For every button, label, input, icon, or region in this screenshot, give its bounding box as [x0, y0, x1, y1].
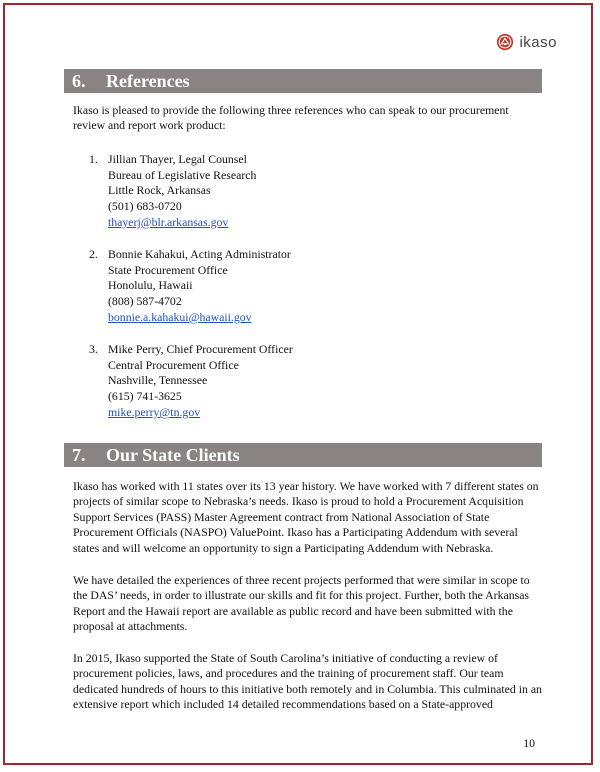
reference-number: 3. — [89, 342, 98, 356]
reference-item — [89, 152, 256, 231]
document-page — [3, 3, 593, 765]
reference-item — [89, 342, 293, 421]
ikaso-logo-icon — [496, 33, 514, 51]
brand-logo — [496, 33, 557, 51]
reference-item — [89, 247, 291, 326]
reference-location: Honolulu, Hawaii — [108, 278, 193, 293]
reference-email-link[interactable]: thayerj@blr.arkansas.gov — [108, 214, 229, 229]
reference-location: Nashville, Tennessee — [108, 373, 208, 388]
section-number: 6. — [72, 71, 86, 91]
reference-phone: (808) 587-4702 — [108, 294, 182, 309]
reference-name: Mike Perry, Chief Procurement Officer — [108, 342, 293, 356]
page-number: 10 — [523, 736, 535, 750]
paragraph: We have detailed the experiences of three recent projects performed that were similar in scope to the DAS’ needs, in order to illustrate our skills and fit for this project. Further, both the Arkansas Report and the Hawaii report are available as public record and have been submitted with the proposal at attachments. — [73, 573, 530, 634]
section-header-state-clients — [64, 443, 542, 467]
paragraph: In 2015, Ikaso supported the State of South Carolina’s initiative of conducting a review of procurement policies, laws, and procedures and the training of procurement staff. Our team dedicated hundreds of hours to this initiative both remotely and in Columbia. This culminated in an extensive report which included 14 detailed recommendations based on a State-approved — [73, 651, 542, 712]
reference-email-link[interactable]: mike.perry@tn.gov — [108, 404, 201, 419]
reference-org: State Procurement Office — [108, 262, 228, 277]
brand-name: ikaso — [519, 33, 557, 51]
reference-email-link[interactable]: bonnie.a.kahakui@hawaii.gov — [108, 309, 252, 324]
section-header-references — [64, 69, 542, 93]
reference-location: Little Rock, Arkansas — [108, 183, 211, 198]
section-title: Our State Clients — [106, 445, 240, 465]
reference-name: Jillian Thayer, Legal Counsel — [108, 152, 247, 166]
references-intro: Ikaso is pleased to provide the following three references who can speak to our procurement review and report work product: — [73, 103, 509, 133]
reference-phone: (501) 683-0720 — [108, 199, 182, 214]
reference-phone: (615) 741-3625 — [108, 389, 182, 404]
reference-org: Bureau of Legislative Research — [108, 167, 257, 182]
paragraph: Ikaso has worked with 11 states over its 13 year history. We have worked with 7 different states on projects of similar scope to Nebraska’s needs. Ikaso is proud to hold a Procurement Acquisition Support Services (PASS) Master Agreement contract from National Association of State Procurement Officials (NASPO) ValuePoint. Ikaso has a Participating Addendum with several states and will welcome an opportunity to sign a Participating Addendum with Nebraska. — [73, 479, 539, 555]
reference-org: Central Procurement Office — [108, 357, 239, 372]
section-title: References — [106, 71, 190, 91]
reference-number: 2. — [89, 247, 98, 261]
reference-number: 1. — [89, 152, 98, 166]
reference-name: Bonnie Kahakui, Acting Administrator — [108, 247, 291, 261]
section-number: 7. — [72, 445, 86, 465]
